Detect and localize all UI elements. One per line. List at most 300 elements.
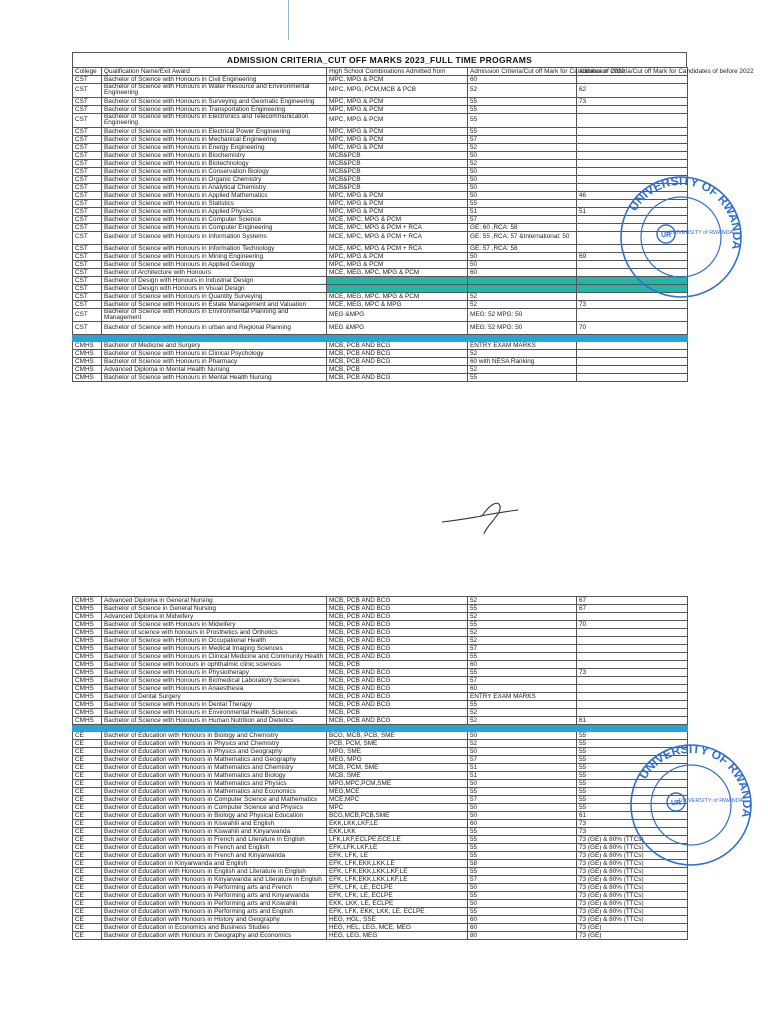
college-cell: CMHS <box>73 366 102 374</box>
criteria-before-cell: 73 <box>577 97 688 105</box>
criteria-2022-cell: 51 <box>468 772 577 780</box>
table-row <box>73 167 688 175</box>
table-row <box>73 788 688 796</box>
combinations-cell: EFK, LFK,EKK,LKK,LKF,LE <box>327 868 468 876</box>
criteria-before-cell: 55 <box>577 732 688 740</box>
table-row <box>73 300 688 308</box>
college-cell: CMHS <box>73 653 102 661</box>
combinations-cell: EFK, LFK, LE, ECLPE <box>327 892 468 900</box>
table-row <box>73 276 688 284</box>
combinations-cell: MCE, MPC, MPG & PCM + RCA <box>327 231 468 244</box>
qualification-cell: Bachelor of Science with Honours in Electronics and Telecommunication Engineering <box>102 113 327 127</box>
college-cell: CE <box>73 820 102 828</box>
band-cell <box>468 725 577 732</box>
college-cell: CMHS <box>73 685 102 693</box>
college-cell: CST <box>73 76 102 84</box>
stamp-inner-ring <box>641 197 721 277</box>
college-cell: CST <box>73 276 102 284</box>
college-separator-band <box>73 335 688 342</box>
combinations-cell: MEG,MCE <box>327 788 468 796</box>
qualification-cell: Bachelor of Education with Honours in French and Literature in English <box>102 836 327 844</box>
criteria-before-cell <box>577 113 688 127</box>
qualification-cell: Bachelor of Science with Honours in Estate Management and Valuation <box>102 300 327 308</box>
table-row <box>73 844 688 852</box>
band-cell <box>102 725 327 732</box>
criteria-2022-cell: MEG: 52 MPG: 50 <box>468 322 577 335</box>
table-row <box>73 820 688 828</box>
qualification-cell: Bachelor of Science with Honours in Applied Geology <box>102 260 327 268</box>
criteria-2022-cell: 60 <box>468 268 577 276</box>
combinations-cell: MPC, MPG & PCM <box>327 113 468 127</box>
header-college: College <box>73 68 102 76</box>
qualification-cell: Bachelor of Science with Honours in Midwifery <box>102 621 327 629</box>
combinations-cell: MCB, PCB AND BCG <box>327 613 468 621</box>
college-cell: CMHS <box>73 350 102 358</box>
criteria-2022-cell <box>468 276 577 284</box>
qualification-cell: Bachelor of Science with Honours in Quantity Surveying <box>102 292 327 300</box>
qualification-cell: Bachelor of Science with Honours in Applied Physics <box>102 207 327 215</box>
combinations-cell: MCB, PCB AND BCG <box>327 629 468 637</box>
table-row <box>73 597 688 605</box>
criteria-2022-cell: 57 <box>468 677 577 685</box>
band-cell <box>327 725 468 732</box>
qualification-cell: Bachelor of Science with Honours in Mental Health Nursing <box>102 374 327 382</box>
criteria-before-cell <box>577 105 688 113</box>
qualification-cell: Bachelor of Education with Honours in French and English <box>102 844 327 852</box>
combinations-cell: MCB, SME <box>327 772 468 780</box>
qualification-cell: Bachelor of Science with Honours in Conservation Biology <box>102 167 327 175</box>
qualification-cell: Bachelor of Science with Honours in Pharmacy <box>102 358 327 366</box>
qualification-cell: Bachelor of Science with Honours in Computer Science <box>102 215 327 223</box>
college-cell: CE <box>73 932 102 940</box>
college-cell: CST <box>73 322 102 335</box>
criteria-before-cell <box>577 637 688 645</box>
criteria-before-cell: 73 (GE) & 80% (TTCs) <box>577 868 688 876</box>
combinations-cell <box>327 284 468 292</box>
cutoff-table-page-2 <box>72 596 688 940</box>
college-cell: CE <box>73 740 102 748</box>
qualification-cell: Bachelor of Science with Honours in Analytical Chemistry <box>102 183 327 191</box>
combinations-cell: HEG, HGL, SSE <box>327 916 468 924</box>
combinations-cell: MCB, PCB AND BCG <box>327 637 468 645</box>
qualification-cell: Bachelor of Science with Honours in Electrical Power Engineering <box>102 127 327 135</box>
qualification-cell: Bachelor of Science with Honours in Dental Therapy <box>102 701 327 709</box>
criteria-before-cell <box>577 308 688 322</box>
table-row <box>73 308 688 322</box>
criteria-before-cell <box>577 135 688 143</box>
college-cell: CST <box>73 284 102 292</box>
criteria-2022-cell: 60 <box>468 685 577 693</box>
table-row <box>73 756 688 764</box>
qualification-cell: Bachelor of Education with Honours in Kiswahili and English <box>102 820 327 828</box>
college-cell: CMHS <box>73 358 102 366</box>
criteria-before-cell <box>577 709 688 717</box>
criteria-before-cell: 73 (GE) & 80% (TTCs) <box>577 844 688 852</box>
college-cell: CE <box>73 876 102 884</box>
handwritten-signature <box>440 496 520 536</box>
college-cell: CMHS <box>73 629 102 637</box>
table-row <box>73 892 688 900</box>
criteria-before-cell <box>577 358 688 366</box>
criteria-2022-cell: 50 <box>468 780 577 788</box>
table-row <box>73 175 688 183</box>
college-cell: CMHS <box>73 374 102 382</box>
document-title: ADMISSION CRITERIA_CUT OFF MARKS 2023_FULL TIME PROGRAMS <box>72 52 687 68</box>
criteria-2022-cell: 50 <box>468 175 577 183</box>
band-cell <box>577 725 688 732</box>
combinations-cell: MCB&PCB <box>327 151 468 159</box>
combinations-cell: MCE, MEG, MPC, MPG & PCM <box>327 268 468 276</box>
criteria-2022-cell: 80 <box>468 932 577 940</box>
criteria-2022-cell: 50 <box>468 804 577 812</box>
qualification-cell: Bachelor of Science with Honours in Surveying and Geomatic Engineering <box>102 97 327 105</box>
criteria-2022-cell: 57 <box>468 645 577 653</box>
qualification-cell: Bachelor of Science with Honours in Environmental Health Sciences <box>102 709 327 717</box>
stamp-ring-text: UNIVERSITY OF RWANDA <box>626 173 745 251</box>
qualification-cell: Bachelor of Science with Honours in Mechanical Engineering <box>102 135 327 143</box>
college-cell: CMHS <box>73 669 102 677</box>
combinations-cell: MCB, PCB AND BCG <box>327 645 468 653</box>
header-criteria-2022: Admission Criteria/Cut off Mark for Candidates of 2022 <box>468 68 577 76</box>
university-stamp-top <box>616 172 746 302</box>
criteria-before-cell: 73 (GE) <box>577 924 688 932</box>
svg-text:UNIVERSITY OF RWANDA <box>626 174 744 251</box>
criteria-2022-cell: 55 <box>468 701 577 709</box>
qualification-cell: Bachelor of Science with Honours in Applied Mathematics <box>102 191 327 199</box>
qualification-cell: Bachelor of Education with Honours in Mathematics and Physics <box>102 780 327 788</box>
criteria-before-cell <box>577 76 688 84</box>
table-row <box>73 284 688 292</box>
qualification-cell: Bachelor of Science with Honours in Statistics <box>102 199 327 207</box>
criteria-before-cell <box>577 629 688 637</box>
criteria-before-cell: 73 <box>577 669 688 677</box>
college-cell: CST <box>73 308 102 322</box>
criteria-2022-cell: 55 <box>468 892 577 900</box>
combinations-cell: MPG,MPC,PCM,SME <box>327 780 468 788</box>
college-cell: CMHS <box>73 637 102 645</box>
table-row <box>73 244 688 252</box>
criteria-before-cell: 73 (GE) & 80% (TTCs) <box>577 860 688 868</box>
qualification-cell: Bachelor of Dental Surgery <box>102 693 327 701</box>
criteria-2022-cell: 55 <box>468 868 577 876</box>
combinations-cell: EFK, LFK,EKK,LKK,LE <box>327 860 468 868</box>
qualification-cell: Bachelor of Education with Honours in Physics and Chemistry <box>102 740 327 748</box>
combinations-cell: MPC, MPG & PCM <box>327 97 468 105</box>
college-cell: CE <box>73 884 102 892</box>
qualification-cell: Bachelor of Education with Honours in Performing arts and French <box>102 884 327 892</box>
college-cell: CMHS <box>73 709 102 717</box>
college-cell: CE <box>73 868 102 876</box>
combinations-cell: MCE, MPC, MPG & PCM <box>327 215 468 223</box>
qualification-cell: Bachelor of Education with Honours in Mathematics and Chemistry <box>102 764 327 772</box>
criteria-2022-cell: 55 <box>468 828 577 836</box>
qualification-cell: Bachelor of Science with Honours in Anaesthesia <box>102 685 327 693</box>
qualification-cell: Bachelor of Education with Honours in French and Kinyarwanda <box>102 852 327 860</box>
table-row <box>73 605 688 613</box>
qualification-cell: Bachelor of Science with Honours in Occupational Health <box>102 637 327 645</box>
criteria-before-cell: 55 <box>577 756 688 764</box>
qualification-cell: Bachelor of Science with Honours in Civil Engineering <box>102 76 327 84</box>
criteria-2022-cell: MEG: 52 MPG: 50 <box>468 308 577 322</box>
combinations-cell: MCB, PCB AND BCG <box>327 685 468 693</box>
college-cell: CMHS <box>73 701 102 709</box>
criteria-2022-cell <box>468 284 577 292</box>
college-cell: CST <box>73 191 102 199</box>
combinations-cell: MCB, PCB AND BCG <box>327 693 468 701</box>
combinations-cell: MEG, MPG <box>327 756 468 764</box>
table-row <box>73 151 688 159</box>
table-row <box>73 732 688 740</box>
college-cell: CE <box>73 908 102 916</box>
college-cell: CE <box>73 796 102 804</box>
criteria-2022-cell: 55 <box>468 852 577 860</box>
qualification-cell: Bachelor of Education with Honours in Kiswahili and Kinyarwanda <box>102 828 327 836</box>
criteria-before-cell: 73 <box>577 828 688 836</box>
table-row <box>73 661 688 669</box>
combinations-cell: BCG, MCB, PCB, SME <box>327 732 468 740</box>
combinations-cell: EFK, LFK, LE <box>327 852 468 860</box>
college-cell: CMHS <box>73 645 102 653</box>
qualification-cell: Bachelor of Education with Honours in History and Geography <box>102 916 327 924</box>
combinations-cell: MCE, MPC, MPG & PCM + RCA <box>327 244 468 252</box>
qualification-cell: Bachelor of Science with Honours in Transportation Engineering <box>102 105 327 113</box>
combinations-cell: MCB, PCB <box>327 661 468 669</box>
table-row <box>73 374 688 382</box>
criteria-before-cell <box>577 127 688 135</box>
college-cell: CE <box>73 772 102 780</box>
table-row <box>73 828 688 836</box>
band-cell <box>102 335 327 342</box>
combinations-cell: MPC, MPG & PCM <box>327 207 468 215</box>
criteria-2022-cell: 55 <box>468 669 577 677</box>
combinations-cell: HEG, LEG, MEG <box>327 932 468 940</box>
criteria-before-cell: 55 <box>577 804 688 812</box>
college-cell: CST <box>73 159 102 167</box>
table-row <box>73 780 688 788</box>
qualification-cell: Bachelor of Science with honours in ophthalmic clinic sciences <box>102 661 327 669</box>
criteria-before-cell: 73 (GE) & 80% (TTCs) <box>577 836 688 844</box>
college-cell: CE <box>73 892 102 900</box>
band-cell <box>577 335 688 342</box>
college-cell: CST <box>73 113 102 127</box>
combinations-cell: MPC, MPG & PCM <box>327 143 468 151</box>
table-row <box>73 366 688 374</box>
criteria-before-cell <box>577 159 688 167</box>
stamp-ring-text: UNIVERSITY OF RWANDA <box>636 741 755 819</box>
criteria-2022-cell: 57 <box>468 756 577 764</box>
college-cell: CMHS <box>73 613 102 621</box>
table-row <box>73 717 688 725</box>
criteria-2022-cell: 52 <box>468 717 577 725</box>
header-qualification: Qualification Name/Exit Award <box>102 68 327 76</box>
table-row <box>73 159 688 167</box>
combinations-cell: BCG,MCB,PCB,SME <box>327 812 468 820</box>
qualification-cell: Bachelor of Science with Honours in Information Systems <box>102 231 327 244</box>
qualification-cell: Bachelor of Education with Honours in Computer Science and Mathematics <box>102 796 327 804</box>
table-row <box>73 812 688 820</box>
criteria-2022-cell: 57 <box>468 876 577 884</box>
stamp-side-text: UNIVERSITY of RWANDA <box>678 798 744 804</box>
table-row <box>73 860 688 868</box>
criteria-before-cell: 73 (GE) <box>577 932 688 940</box>
criteria-2022-cell: 55 <box>468 788 577 796</box>
criteria-2022-cell: 55 <box>468 97 577 105</box>
combinations-cell: MCB, PCB <box>327 366 468 374</box>
table-row <box>73 645 688 653</box>
criteria-2022-cell: 55 <box>468 844 577 852</box>
qualification-cell: Bachelor of Science with Honours in Water Resource and Environmental Engineering <box>102 84 327 98</box>
criteria-before-cell <box>577 693 688 701</box>
college-cell: CST <box>73 199 102 207</box>
criteria-before-cell: 67 <box>577 605 688 613</box>
criteria-2022-cell: 50 <box>468 884 577 892</box>
combinations-cell: MCB, PCB <box>327 709 468 717</box>
college-cell: CE <box>73 812 102 820</box>
college-cell: CE <box>73 844 102 852</box>
criteria-2022-cell: 50 <box>468 151 577 159</box>
table-row <box>73 740 688 748</box>
criteria-before-cell: 67 <box>577 597 688 605</box>
combinations-cell: MCB&PCB <box>327 167 468 175</box>
combinations-cell: MCE,MPC <box>327 796 468 804</box>
stamp-logo-text: UR <box>670 800 682 807</box>
combinations-cell: EFK,LFK,LKF,LE <box>327 844 468 852</box>
criteria-2022-cell: GE: 57 ,RCA: 58 <box>468 244 577 252</box>
college-cell: CST <box>73 252 102 260</box>
qualification-cell: Bachelor of Education in Kinyarwanda and English <box>102 860 327 868</box>
combinations-cell: PCB, PCM, SME <box>327 740 468 748</box>
table-row <box>73 215 688 223</box>
combinations-cell: HEG, HEL, LEG, MCE, MEG <box>327 924 468 932</box>
college-cell: CST <box>73 84 102 98</box>
table-row <box>73 199 688 207</box>
criteria-before-cell: 62 <box>577 84 688 98</box>
qualification-cell: Bachelor of Science with Honours in Clinical Psychology <box>102 350 327 358</box>
combinations-cell: EFK, LFK, LE, ECLPE <box>327 884 468 892</box>
combinations-cell: MCB, PCB AND BCG <box>327 597 468 605</box>
college-cell: CMHS <box>73 717 102 725</box>
combinations-cell: MCB, PCB AND BCG <box>327 342 468 350</box>
table-row <box>73 621 688 629</box>
table-row <box>73 135 688 143</box>
college-cell: CE <box>73 804 102 812</box>
table-row <box>73 693 688 701</box>
qualification-cell: Bachelor of Education with Honours in English and Literature in English <box>102 868 327 876</box>
combinations-cell: LFK,LKF,ECLPE,ECE,LE <box>327 836 468 844</box>
table-row <box>73 908 688 916</box>
combinations-cell: MPC <box>327 804 468 812</box>
table-row <box>73 804 688 812</box>
band-cell <box>468 335 577 342</box>
table-row <box>73 127 688 135</box>
scan-guide-line <box>288 0 289 40</box>
criteria-2022-cell: 52 <box>468 740 577 748</box>
combinations-cell: MCB&PCB <box>327 175 468 183</box>
criteria-2022-cell: 55 <box>468 113 577 127</box>
table-row <box>73 350 688 358</box>
qualification-cell: Bachelor of Education with Honours in Biology and Physical Education <box>102 812 327 820</box>
criteria-before-cell <box>577 151 688 159</box>
table-row <box>73 764 688 772</box>
qualification-cell: Bachelor of Science with Honours in Information Technology <box>102 244 327 252</box>
table-row <box>73 260 688 268</box>
qualification-cell: Bachelor of Science with Honours in Environmental Planning and Management <box>102 308 327 322</box>
criteria-before-cell <box>577 366 688 374</box>
college-cell: CST <box>73 260 102 268</box>
college-cell: CST <box>73 167 102 175</box>
combinations-cell: MPC, MPG & PCM <box>327 105 468 113</box>
combinations-cell: MPC, MPG & PCM <box>327 127 468 135</box>
criteria-2022-cell: 55 <box>468 105 577 113</box>
criteria-before-cell <box>577 143 688 151</box>
college-cell: CST <box>73 183 102 191</box>
criteria-2022-cell: 50 <box>468 167 577 175</box>
criteria-2022-cell: 51 <box>468 764 577 772</box>
stamp-side-text: UNIVERSITY of RWANDA <box>668 230 734 236</box>
table-row <box>73 358 688 366</box>
college-cell: CE <box>73 788 102 796</box>
criteria-2022-cell: ENTRY EXAM MARKS <box>468 342 577 350</box>
table-row <box>73 143 688 151</box>
table-row <box>73 613 688 621</box>
combinations-cell: MCB, PCB AND BCG <box>327 605 468 613</box>
criteria-before-cell <box>577 350 688 358</box>
combinations-cell: MCB, PCB AND BCG <box>327 677 468 685</box>
criteria-before-cell: 46 <box>577 191 688 199</box>
qualification-cell: Bachelor of Design with Honours in Industrial Design <box>102 276 327 284</box>
criteria-2022-cell: 50 <box>468 183 577 191</box>
combinations-cell: MCE, MEG, MPC, MPG & PCM <box>327 292 468 300</box>
college-cell: CST <box>73 143 102 151</box>
criteria-2022-cell: 50 <box>468 191 577 199</box>
table-row <box>73 836 688 844</box>
college-cell: CE <box>73 900 102 908</box>
criteria-before-cell <box>577 653 688 661</box>
criteria-before-cell: 73 <box>577 820 688 828</box>
qualification-cell: Bachelor of Science with Honours in Biotechnology <box>102 159 327 167</box>
criteria-2022-cell: 55 <box>468 374 577 382</box>
criteria-before-cell: 51 <box>577 207 688 215</box>
combinations-cell: MPG, SME <box>327 748 468 756</box>
criteria-2022-cell: 52 <box>468 629 577 637</box>
college-cell: CMHS <box>73 342 102 350</box>
band-cell <box>73 725 102 732</box>
combinations-cell: MPC, MPG & PCM <box>327 135 468 143</box>
qualification-cell: Bachelor of Design with Honours in Visual Design <box>102 284 327 292</box>
criteria-2022-cell: 50 <box>468 260 577 268</box>
criteria-before-cell: 55 <box>577 780 688 788</box>
qualification-cell: Bachelor of Science with Honours in Biochemistry <box>102 151 327 159</box>
criteria-2022-cell: 51 <box>468 207 577 215</box>
table-row <box>73 669 688 677</box>
criteria-2022-cell: 55 <box>468 127 577 135</box>
criteria-2022-cell: 52 <box>468 366 577 374</box>
combinations-cell: MCB, PCB AND BCG <box>327 717 468 725</box>
criteria-before-cell: 55 <box>577 740 688 748</box>
criteria-2022-cell: 52 <box>468 292 577 300</box>
qualification-cell: Bachelor of Education with Honours in Mathematics and Geography <box>102 756 327 764</box>
college-cell: CST <box>73 300 102 308</box>
criteria-before-cell: 55 <box>577 788 688 796</box>
combinations-cell: MCB, PCB AND BCG <box>327 621 468 629</box>
qualification-cell: Bachelor of Science in General Nursing <box>102 605 327 613</box>
combinations-cell: EKK, LKK, LE, ECLPE <box>327 900 468 908</box>
criteria-before-cell <box>577 645 688 653</box>
criteria-2022-cell: 55 <box>468 605 577 613</box>
college-cell: CST <box>73 207 102 215</box>
table-row <box>73 924 688 932</box>
combinations-cell: MCB&PCB <box>327 159 468 167</box>
